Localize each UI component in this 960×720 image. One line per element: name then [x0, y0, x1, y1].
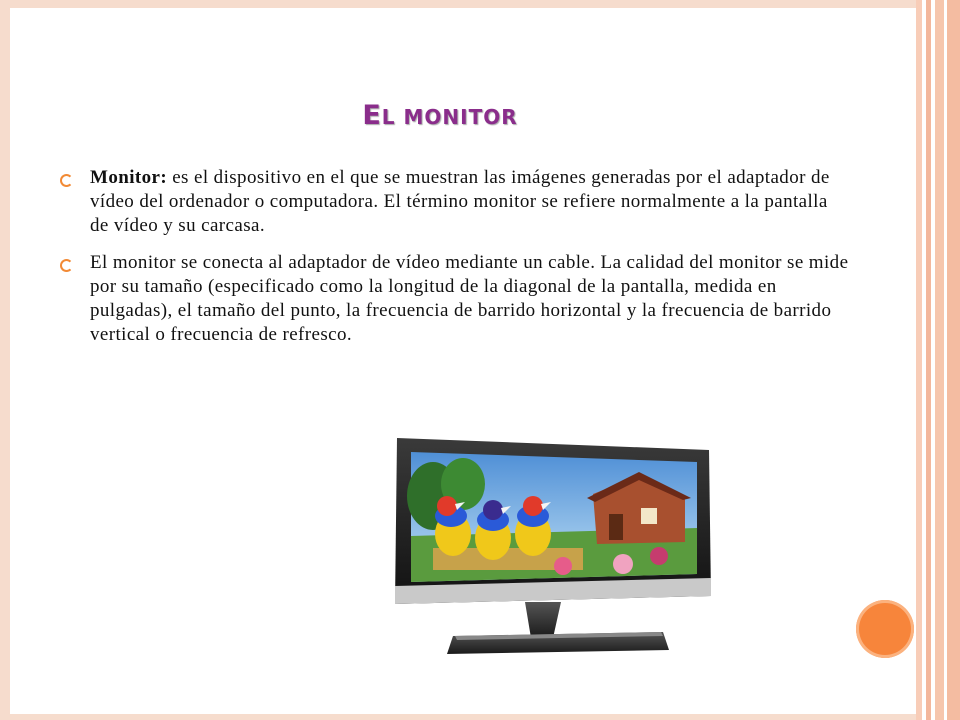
- decorative-circle: [856, 600, 914, 658]
- bullet-list: [60, 166, 850, 360]
- bullet-item: [60, 251, 850, 347]
- bullet-icon: [60, 259, 73, 272]
- slide-title-rest: L MONITOR: [381, 105, 518, 129]
- frame-top-border: [0, 0, 918, 8]
- right-stripe-decoration: [916, 0, 960, 720]
- frame-bottom-border: [0, 714, 918, 720]
- monitor-photo: [393, 436, 713, 660]
- bullet-text: El monitor se conecta al adaptador de vídeo mediante un cable. La calidad del monitor se mide por su tamaño (especificado como la longitud de la diagonal de la pantalla, medida en pulgadas), el tamaño del punto, la frecuencia de barrido horizontal y la frecuencia de barrido vertical o frecuencia de refresco.: [90, 252, 849, 345]
- bullet-text: es el dispositivo en el que se muestran las imágenes generadas por el adaptador de vídeo del ordenador o computadora. El término monitor se refiere normalmente a la pantalla de vídeo y su carcasa.: [90, 167, 830, 236]
- bullet-item: [60, 166, 850, 238]
- bullet-icon: [60, 174, 73, 187]
- bullet-lead: Monitor:: [90, 167, 168, 188]
- slide-title-initial: E: [362, 100, 382, 131]
- slide-title: [0, 100, 880, 131]
